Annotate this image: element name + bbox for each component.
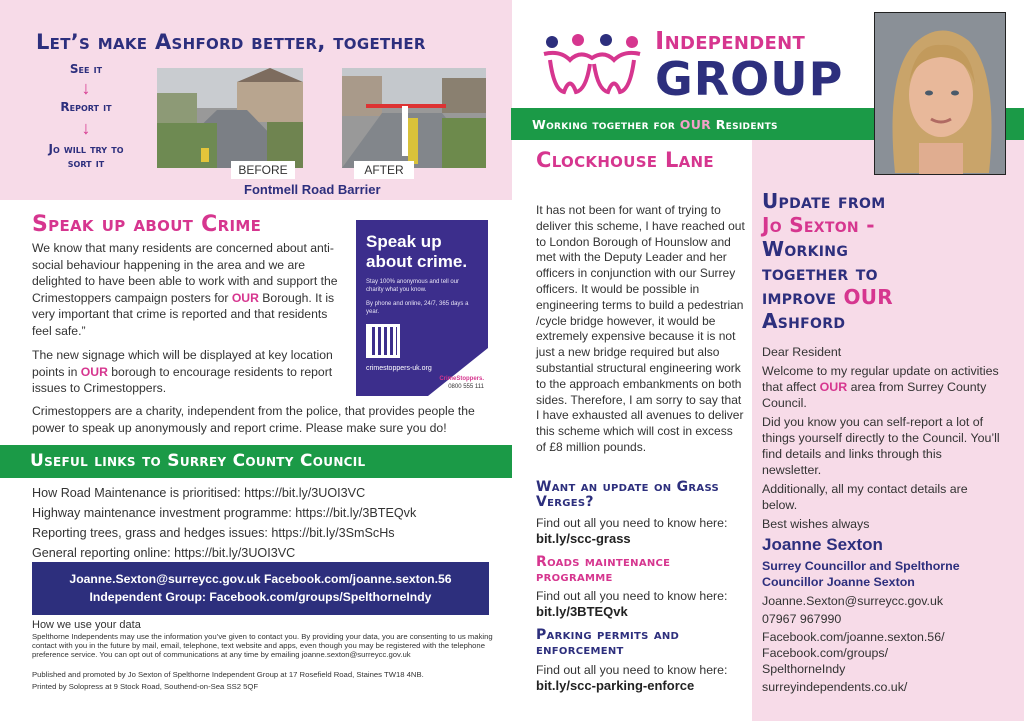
roads-heading: Roads maintenance programme xyxy=(536,554,671,585)
signature: Joanne Sexton xyxy=(762,535,883,554)
before-photo xyxy=(157,68,303,168)
step-see-it: See it xyxy=(69,62,103,76)
our-highlight: OUR xyxy=(819,380,848,394)
contact-box xyxy=(32,562,489,615)
contact-website[interactable]: surreyindependents.co.uk/ xyxy=(762,680,908,694)
update-heading xyxy=(762,189,893,333)
our-highlight: OUR xyxy=(231,290,259,305)
page-title: Let’s make Ashford better, together xyxy=(36,30,426,54)
contact-facebook[interactable]: Facebook.com/joanne.sexton.56/ xyxy=(762,630,945,644)
contact-phone[interactable]: 07967 967990 xyxy=(762,612,842,626)
update-heading-name: Jo Sexton - xyxy=(762,213,875,237)
after-label: AFTER xyxy=(354,161,414,179)
links-heading: Useful links to Surrey County Council xyxy=(30,451,366,471)
tagline-text-end: Residents xyxy=(711,117,778,132)
parking-heading: Parking permits and enforcement xyxy=(536,627,680,658)
published-by: Published and promoted by Jo Sexton of Spelthorne Independent Group at 17 Rosefield Road, Staines TW18 4NB. xyxy=(32,670,424,679)
clockhouse-body: It has not been for want of trying to deliver this scheme, I have reached out to London Borough of Hounslow and met with the Deputy Leader and her officers in conjunction with our Surrey officers. It would be possible in engineering terms to build a pedestrian /cycle bridge however, it would be extremely expensive because it is not just a new bridge required but also substantial structural engineering work to the approach embankments on both sides. Therefore, I am sorry to say that I have exhausted all avenues to deliver this scheme which will cost in excess of £8 million pounds. xyxy=(536,203,745,454)
grass-verges-heading: Want an update on Grass Verges? xyxy=(536,479,719,510)
parking-link[interactable]: bit.ly/scc-parking-enforce xyxy=(536,678,695,693)
arrow-down-icon: ↓ xyxy=(81,78,91,98)
update-heading-line: together to xyxy=(762,261,878,285)
after-photo xyxy=(342,68,486,168)
our-highlight: OUR xyxy=(80,364,108,379)
update-heading-line xyxy=(762,285,893,309)
logo-group: GROUP xyxy=(655,52,844,106)
photo-caption: Fontmell Road Barrier xyxy=(244,182,381,197)
letter-greeting: Dear Resident xyxy=(762,345,842,359)
poster-url: crimestoppers-uk.org xyxy=(366,365,432,372)
contact-email-facebook[interactable]: Joanne.Sexton@surreycc.gov.uk Facebook.com/joanne.sexton.56 xyxy=(69,572,452,586)
poster-title: Speak up about crime. xyxy=(366,232,468,271)
our-highlight: OUR xyxy=(843,285,894,309)
letter-paragraph-3: Additionally, all my contact details are below. xyxy=(762,482,968,512)
crime-paragraph-3: Crimestoppers are a charity, independent from the police, that provides people the power to speak up anonymously and report crime. Please make sure you do! xyxy=(32,404,475,435)
data-heading: How we use your data xyxy=(32,619,141,631)
update-heading-improve: improve xyxy=(762,285,844,309)
roads-link[interactable]: bit.ly/3BTEQvk xyxy=(536,604,628,619)
contact-email[interactable]: Joanne.Sexton@surreycc.gov.uk xyxy=(762,594,944,608)
letter-paragraph-1 xyxy=(762,363,1002,411)
crime-paragraph-2 xyxy=(32,347,352,397)
update-heading-line: Working xyxy=(762,237,849,261)
crime-p1-text-end: Borough. It is very important that crime is reported and that residents feel safe.” xyxy=(32,290,335,338)
grass-find-text: Find out all you need to know here: xyxy=(536,516,728,530)
contact-group-name[interactable]: SpelthorneIndy xyxy=(762,662,846,676)
letter-p1-text-end: area from Surrey County Council. xyxy=(762,380,987,410)
link-trees-grass[interactable]: Reporting trees, grass and hedges issues: https://bit.ly/3SmScHs xyxy=(32,526,395,540)
update-heading-line: Ashford xyxy=(762,309,846,333)
letter-paragraph-2: Did you know you can self-report a lot of things yourself directly to the Council. You’ll find details and links through this newsletter. xyxy=(762,415,1000,477)
crime-p2-text: The new signage which will be displayed at key location points in xyxy=(32,348,333,379)
parking-find-text: Find out all you need to know here: xyxy=(536,663,728,677)
link-road-maintenance[interactable]: How Road Maintenance is prioritised: https://bit.ly/3UOI3VC xyxy=(32,486,366,500)
contact-group-facebook[interactable]: Independent Group: Facebook.com/groups/SpelthorneIndy xyxy=(89,590,432,604)
group-logo-icon xyxy=(540,30,644,100)
letter-closing: Best wishes always xyxy=(762,517,870,531)
qr-code-icon xyxy=(366,324,400,358)
poster-phone: 0800 555 111 xyxy=(448,384,484,390)
crime-p1-text: We know that many residents are concerned about anti-social behaviour happening in the area and we are delighted to have been able to work with and support the Crimestoppers campaign posters for xyxy=(32,241,338,305)
our-highlight: OUR xyxy=(679,117,712,132)
step-jo-sort-it: Jo will try to sort it xyxy=(48,142,124,170)
link-highway-investment[interactable]: Highway maintenance investment programme: https://bit.ly/3BTEQvk xyxy=(32,506,417,520)
crimestoppers-poster xyxy=(356,220,488,396)
contact-facebook-groups[interactable]: Facebook.com/groups/ xyxy=(762,646,889,660)
clockhouse-heading: Clockhouse Lane xyxy=(536,148,714,172)
letter-p1-text: Welcome to my regular update on activities that affect xyxy=(762,364,999,394)
crime-heading: Speak up about Crime xyxy=(32,212,262,237)
logo-independent: Independent xyxy=(655,26,806,55)
grass-link[interactable]: bit.ly/scc-grass xyxy=(536,531,631,546)
link-general-reporting[interactable]: General reporting online: https://bit.ly/3UOI3VC xyxy=(32,546,296,560)
crime-p2-text-end: borough to encourage residents to report issues to Crimestoppers. xyxy=(32,364,333,396)
roads-find-text: Find out all you need to know here: xyxy=(536,589,728,603)
poster-brand: CrimeStoppers. xyxy=(439,376,484,382)
tagline xyxy=(532,117,778,132)
steps-list xyxy=(42,62,130,170)
data-policy: Spelthorne Independents may use the information you’ve given to contact you. By providing your data, you are consenting to us making contact with you in the future by mail, email, telephone, text website and apps, even though you may be registered with the telephone preference service. You can opt out of communications at any time by emailing joanne.sexton@surreycc.gov.uk xyxy=(32,632,493,659)
poster-line-1: Stay 100% anonymous and tell our charity what you know. xyxy=(366,279,460,293)
step-report-it: Report it xyxy=(60,100,112,114)
tagline-text: Working together for xyxy=(532,117,680,132)
printed-by: Printed by Solopress at 9 Stock Road, Southend-on-Sea SS2 5QF xyxy=(32,682,259,691)
councillor-role: Surrey Councillor and Spelthorne Councillor Joanne Sexton xyxy=(762,559,960,589)
councillor-portrait xyxy=(874,12,1006,175)
arrow-down-icon: ↓ xyxy=(81,118,91,138)
update-heading-line: Update from xyxy=(762,189,886,213)
poster-line-2: By phone and online, 24/7, 365 days a year. xyxy=(366,301,469,315)
crime-paragraph-1 xyxy=(32,240,350,340)
before-label: BEFORE xyxy=(231,161,295,179)
